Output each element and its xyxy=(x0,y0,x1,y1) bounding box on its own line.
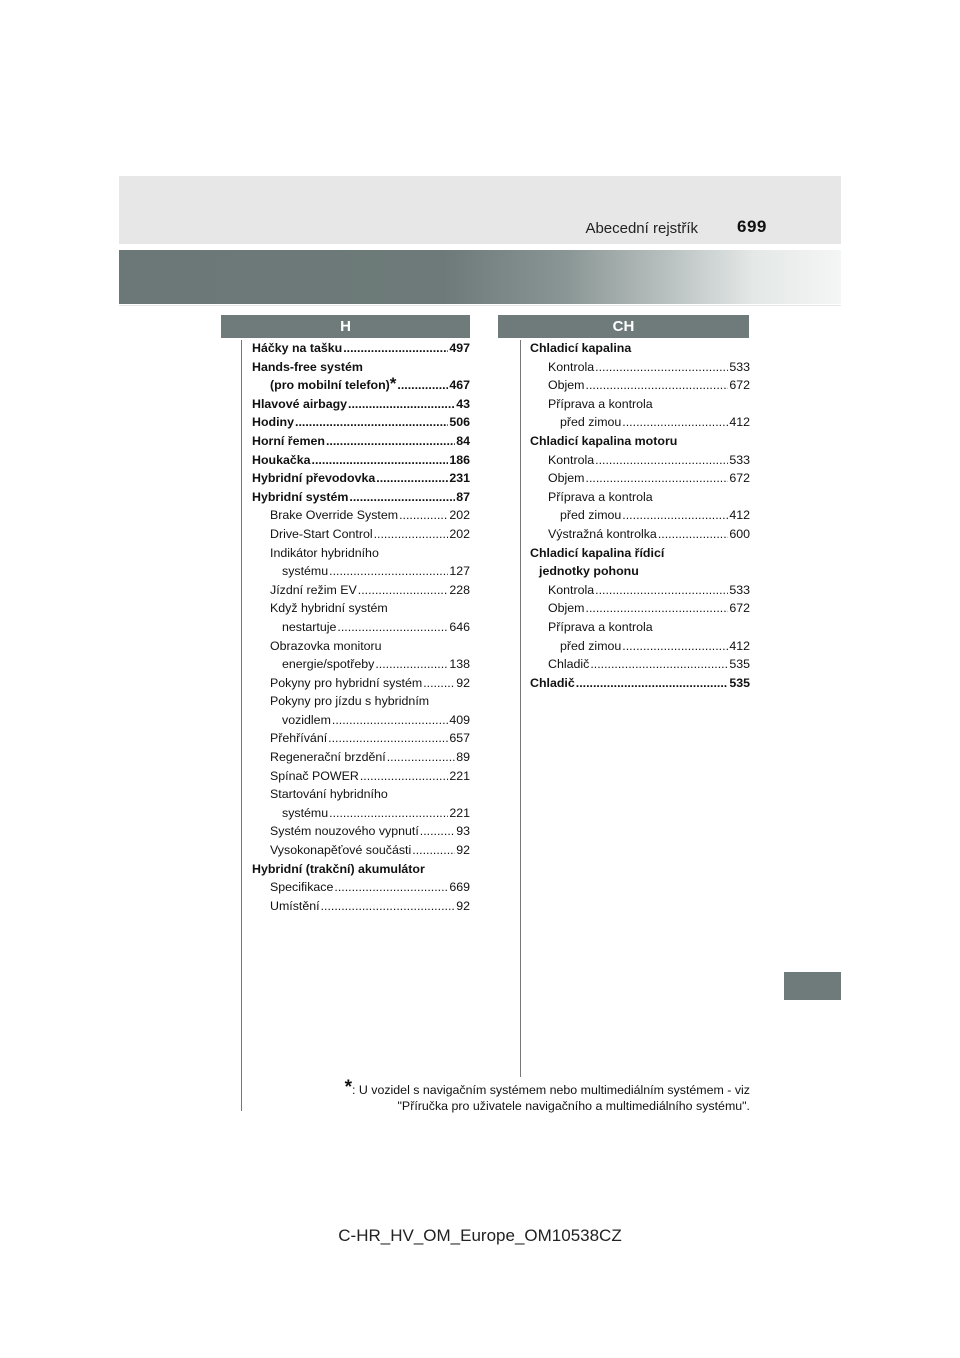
entry-page: 43 xyxy=(456,396,470,411)
entry-term: Chladič xyxy=(548,657,590,672)
entry-term: Chladič xyxy=(530,675,575,690)
entry-term: Kontrola xyxy=(548,359,595,374)
entry-term: Hybridní systém xyxy=(252,489,349,504)
entry-page: 127 xyxy=(449,564,470,579)
dot-leader xyxy=(321,897,456,916)
dot-leader xyxy=(295,413,448,432)
entry-term: systému xyxy=(282,805,329,820)
entry-term: Brake Override System xyxy=(270,508,399,523)
entry-term: Hodiny xyxy=(252,415,294,430)
index-entry xyxy=(252,692,470,711)
index-entry xyxy=(252,878,470,897)
footnote-line-1 xyxy=(250,1077,750,1098)
index-entry xyxy=(530,506,750,525)
dot-leader xyxy=(337,618,448,637)
index-entry xyxy=(530,525,750,544)
entry-term: (pro mobilní telefon) xyxy=(270,378,390,393)
index-entry xyxy=(530,376,750,395)
entry-page: 138 xyxy=(449,657,470,672)
dot-leader xyxy=(399,506,448,525)
dot-leader xyxy=(622,413,728,432)
dot-leader xyxy=(420,822,455,841)
entry-page: 506 xyxy=(449,415,470,430)
dot-leader xyxy=(343,339,448,358)
entry-term: Startování hybridního xyxy=(270,787,388,802)
entry-page: 228 xyxy=(449,582,470,597)
entry-page: 497 xyxy=(449,341,470,355)
index-entry xyxy=(252,581,470,600)
entry-page: 535 xyxy=(729,657,750,672)
divider-line xyxy=(119,305,841,306)
entry-term: Pokyny pro hybridní systém xyxy=(270,675,423,690)
index-entry xyxy=(530,599,750,618)
index-entry xyxy=(252,711,470,730)
index-entry xyxy=(530,413,750,432)
dot-leader xyxy=(374,525,449,544)
dot-leader xyxy=(397,376,448,395)
page-number: 699 xyxy=(737,217,767,236)
entry-page: 533 xyxy=(729,582,750,597)
entry-term: Když hybridní systém xyxy=(270,601,388,616)
entry-page: 221 xyxy=(449,805,470,820)
index-entry xyxy=(252,897,470,916)
index-entry xyxy=(252,785,470,804)
footnote-line-2: "Příručka pro uživatele navigačního a multimediálního systému". xyxy=(397,1099,750,1113)
dot-leader xyxy=(576,674,729,693)
index-entry xyxy=(252,729,470,748)
entry-term: Specifikace xyxy=(270,880,334,895)
dot-leader xyxy=(595,358,728,377)
entry-term: Hybridní převodovka xyxy=(252,471,376,486)
gradient-banner xyxy=(119,250,841,304)
index-entry xyxy=(530,432,750,451)
index-entry xyxy=(530,655,750,674)
entry-page: 202 xyxy=(449,526,470,541)
entry-term: Příprava a kontrola xyxy=(548,396,653,411)
entry-page: 186 xyxy=(449,452,470,467)
entry-term: Kontrola xyxy=(548,582,595,597)
dot-leader xyxy=(387,748,455,767)
entry-term: Chladicí kapalina motoru xyxy=(530,433,678,448)
entry-term: Objem xyxy=(548,471,585,486)
entry-term: nestartuje xyxy=(282,619,337,634)
index-entry xyxy=(252,469,470,488)
index-entry xyxy=(252,674,470,693)
dot-leader xyxy=(423,674,455,693)
index-entry xyxy=(252,767,470,786)
index-entry xyxy=(252,841,470,860)
entry-page: 202 xyxy=(449,508,470,523)
letter-header-ch: CH xyxy=(498,315,749,338)
entry-page: 92 xyxy=(456,898,470,913)
section-title: Abecední rejstřík xyxy=(585,220,698,237)
entry-term: Hlavové airbagy xyxy=(252,396,348,411)
entry-page: 92 xyxy=(456,843,470,858)
index-entry xyxy=(252,488,470,507)
dot-leader xyxy=(586,469,729,488)
index-entry xyxy=(530,618,750,637)
entry-term: Hands-free systém xyxy=(252,359,363,374)
column-divider xyxy=(520,340,521,1077)
entry-term: před zimou xyxy=(560,508,622,523)
entry-term: Obrazovka monitoru xyxy=(270,638,382,653)
dot-leader xyxy=(312,451,449,470)
entry-page: 646 xyxy=(449,619,470,634)
entry-page: 467 xyxy=(449,378,470,393)
index-entry xyxy=(252,804,470,823)
entry-term: Objem xyxy=(548,601,585,616)
dot-leader xyxy=(595,451,728,470)
entry-term: Houkačka xyxy=(252,452,311,467)
entry-term: Příprava a kontrola xyxy=(548,489,653,504)
footnote xyxy=(250,1077,750,1114)
index-entry xyxy=(252,599,470,618)
index-entry xyxy=(530,469,750,488)
entry-term: vozidlem xyxy=(282,712,331,727)
index-entry xyxy=(252,339,470,358)
entry-page: 221 xyxy=(449,768,470,783)
index-entry xyxy=(252,413,470,432)
index-entry xyxy=(530,395,750,414)
entry-term: Hybridní (trakční) akumulátor xyxy=(252,861,425,876)
footnote-text-1: : U vozidel s navigačním systémem nebo multimediálním systémem - viz xyxy=(351,1083,750,1097)
entry-page: 409 xyxy=(449,712,470,727)
index-entry xyxy=(252,562,470,581)
dot-leader xyxy=(586,599,729,618)
entry-page: 535 xyxy=(729,675,750,690)
dot-leader xyxy=(329,804,448,823)
dot-leader xyxy=(586,376,729,395)
document-id: C-HR_HV_OM_Europe_OM10538CZ xyxy=(338,1226,622,1245)
index-entry xyxy=(530,488,750,507)
entry-term: Systém nouzového vypnutí xyxy=(270,824,419,839)
entry-term: Háčky na tašku xyxy=(252,341,343,355)
index-entry xyxy=(252,395,470,414)
entry-page: 672 xyxy=(729,471,750,486)
entry-page: 231 xyxy=(449,471,470,486)
entry-page: 533 xyxy=(729,452,750,467)
chapter-tab-marker xyxy=(784,972,841,1000)
entry-page: 600 xyxy=(729,526,750,541)
dot-leader xyxy=(658,525,729,544)
entry-page: 657 xyxy=(449,731,470,746)
dot-leader xyxy=(358,581,449,600)
entry-page: 87 xyxy=(456,489,470,504)
index-entry xyxy=(252,618,470,637)
index-entry xyxy=(530,544,750,563)
index-entry: (pro mobilní telefon) * ..... 467 xyxy=(252,376,470,395)
entry-page: 533 xyxy=(729,359,750,374)
entry-term: Regenerační brzdění xyxy=(270,750,386,765)
entry-term: Chladicí kapalina xyxy=(530,341,632,355)
index-entry xyxy=(252,860,470,879)
index-entry xyxy=(530,451,750,470)
entry-term: jednotky pohonu xyxy=(539,564,639,579)
index-column-h xyxy=(252,339,470,915)
entry-term: Přehřívání xyxy=(270,731,328,746)
dot-leader xyxy=(412,841,455,860)
entry-term: před zimou xyxy=(560,415,622,430)
index-entry xyxy=(252,822,470,841)
index-entry xyxy=(252,655,470,674)
entry-term: Umístění xyxy=(270,898,320,913)
entry-page: 669 xyxy=(449,880,470,895)
entry-term: Příprava a kontrola xyxy=(548,619,653,634)
dot-leader xyxy=(348,395,455,414)
entry-term: Vysokonapěťové součásti xyxy=(270,843,412,858)
index-entry xyxy=(252,358,470,377)
dot-leader xyxy=(349,488,455,507)
dot-leader xyxy=(595,581,728,600)
index-entry xyxy=(530,674,750,693)
entry-term: Výstražná kontrolka xyxy=(548,526,657,541)
index-entry xyxy=(252,637,470,656)
dot-leader xyxy=(329,562,448,581)
index-entry xyxy=(530,581,750,600)
entry-term: Objem xyxy=(548,378,585,393)
footnote-star: * xyxy=(344,1077,352,1098)
index-entry xyxy=(252,544,470,563)
entry-page: 672 xyxy=(729,378,750,393)
entry-term: systému xyxy=(282,564,329,579)
dot-leader xyxy=(360,767,448,786)
letter-header-h: H xyxy=(221,315,470,338)
entry-page: 672 xyxy=(729,601,750,616)
entry-page: 93 xyxy=(456,824,470,839)
index-entry xyxy=(530,637,750,656)
entry-page: 412 xyxy=(729,415,750,430)
index-entry xyxy=(252,525,470,544)
index-entry xyxy=(252,432,470,451)
entry-page: 89 xyxy=(456,750,470,765)
entry-term: před zimou xyxy=(560,638,622,653)
header-band xyxy=(119,176,841,244)
entry-page: 92 xyxy=(456,675,470,690)
entry-page: 412 xyxy=(729,638,750,653)
entry-page: 412 xyxy=(729,508,750,523)
entry-term: Chladicí kapalina řídicí xyxy=(530,545,665,560)
entry-term: Kontrola xyxy=(548,452,595,467)
dot-leader xyxy=(328,729,448,748)
index-entry xyxy=(252,748,470,767)
dot-leader xyxy=(590,655,728,674)
dot-leader xyxy=(622,637,728,656)
dot-leader xyxy=(375,655,448,674)
entry-term: Drive-Start Control xyxy=(270,526,373,541)
index-entry xyxy=(530,562,750,581)
entry-term: Indikátor hybridního xyxy=(270,545,379,560)
entry-term: Horní řemen xyxy=(252,433,325,448)
dot-leader xyxy=(376,469,448,488)
left-rule xyxy=(241,340,242,1111)
entry-term: energie/spotřeby xyxy=(282,657,375,672)
dot-leader xyxy=(326,432,455,451)
entry-page: 84 xyxy=(456,433,470,448)
entry-term: Spínač POWER xyxy=(270,768,359,783)
index-entry xyxy=(530,358,750,377)
entry-term: Jízdní režim EV xyxy=(270,582,357,597)
index-entry xyxy=(252,506,470,525)
dot-leader xyxy=(334,878,448,897)
dot-leader xyxy=(622,506,728,525)
index-entry xyxy=(252,451,470,470)
index-entry xyxy=(530,339,750,358)
entry-term: Pokyny pro jízdu s hybridním xyxy=(270,694,430,709)
index-column-ch xyxy=(530,339,750,692)
dot-leader xyxy=(332,711,448,730)
